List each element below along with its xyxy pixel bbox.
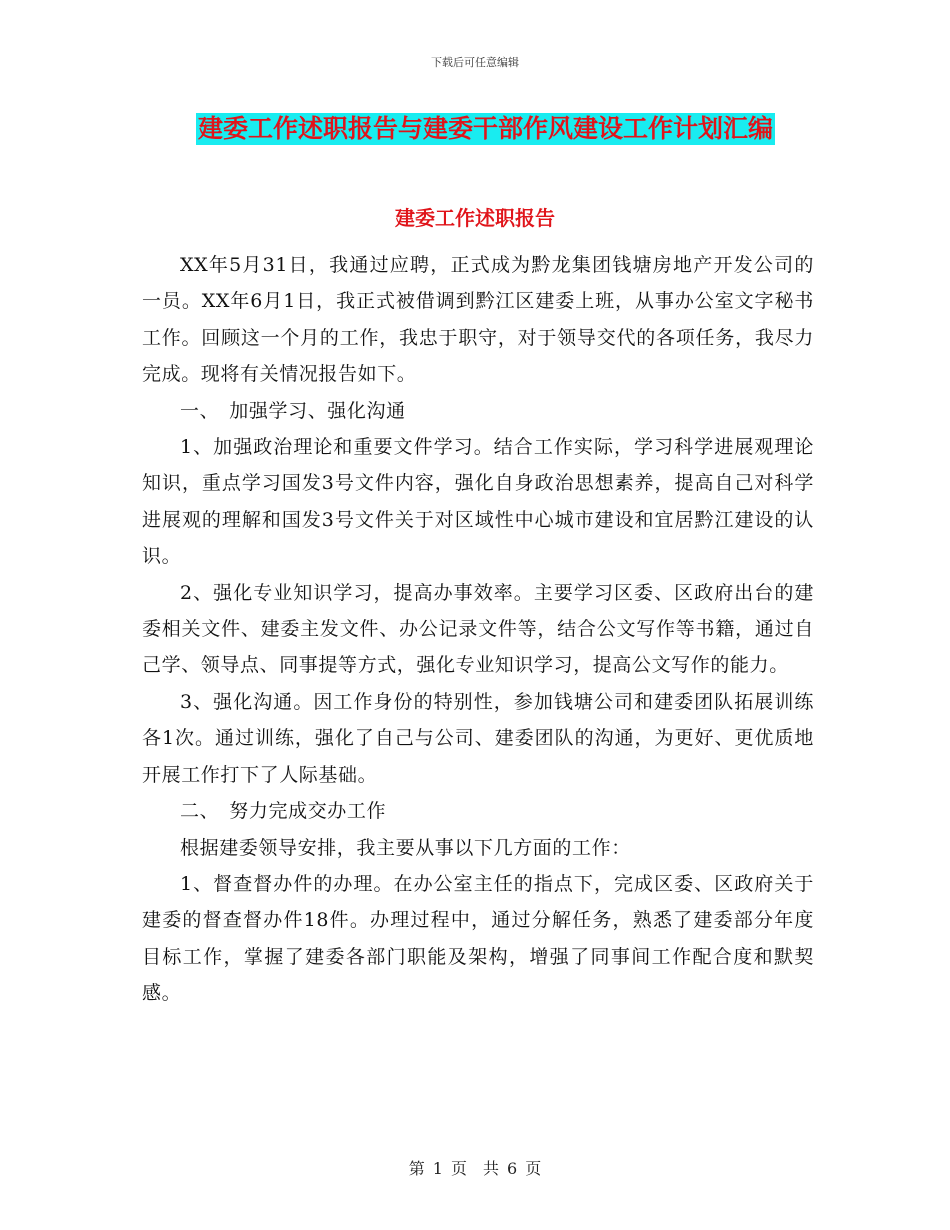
page-mid: 页 共 [450,1159,499,1178]
page-total: 6 [507,1159,518,1178]
paragraph-communication: 3、强化沟通。因工作身份的特别性，参加钱塘公司和建委团队拓展训练各1次。通过训练，强化了自己与公司、建委团队的沟通，为更好、更优质地开展工作打下了人际基础。 [142,690,814,786]
section-title: 建委工作述职报告 [395,206,555,230]
paragraph-supervision: 1、督查督办件的办理。在办公室主任的指点下，完成区委、区政府关于建委的督查督办件18件。办理过程中，通过分解任务，熟悉了建委部分年度目标工作，掌握了建委各部门职能及架构，增强了同事间工作配合度和默契感。 [142,872,814,1005]
header-note: 下载后可任意编辑 [431,56,519,69]
paragraph-intro: XX年5月31日，我通过应聘，正式成为黔龙集团钱塘房地产开发公司的一员。XX年6月1日，我正式被借调到黔江区建委上班，从事办公室文字秘书工作。回顾这一个月的工作，我忠于职守，对于领导交代的各项任务，我尽力完成。现将有关情况报告如下。 [142,254,814,386]
page-number-footer [0,1156,950,1179]
paragraph-political-study: 1、加强政治理论和重要文件学习。结合工作实际，学习科学进展观理论知识，重点学习国发3号文件内容，强化自身政治思想素养，提高自己对科学进展观的理解和国发3号文件关于对区域性中心城市建设和宜居黔江建设的认识。 [142,436,814,568]
page-prefix: 第 [408,1159,425,1178]
page-suffix: 页 [525,1159,542,1178]
heading-assigned-work: 二、 努力完成交办工作 [180,800,387,823]
paragraph-professional-study: 2、强化专业知识学习，提高办事效率。主要学习区委、区政府出台的建委相关文件、建委主发文件、办公记录文件等，结合公文写作等书籍，通过自己学、领导点、同事提等方式，强化专业知识学习，提高公文写作的能力。 [142,581,814,677]
page-current: 1 [432,1159,443,1178]
document-body [142,247,814,1012]
document-title: 建委工作述职报告与建委干部作风建设工作计划汇编 [198,114,774,143]
heading-study-communication: 一、 加强学习、强化沟通 [180,399,406,422]
paragraph-work-arrangement: 根据建委领导安排，我主要从事以下几方面的工作： [180,836,631,859]
